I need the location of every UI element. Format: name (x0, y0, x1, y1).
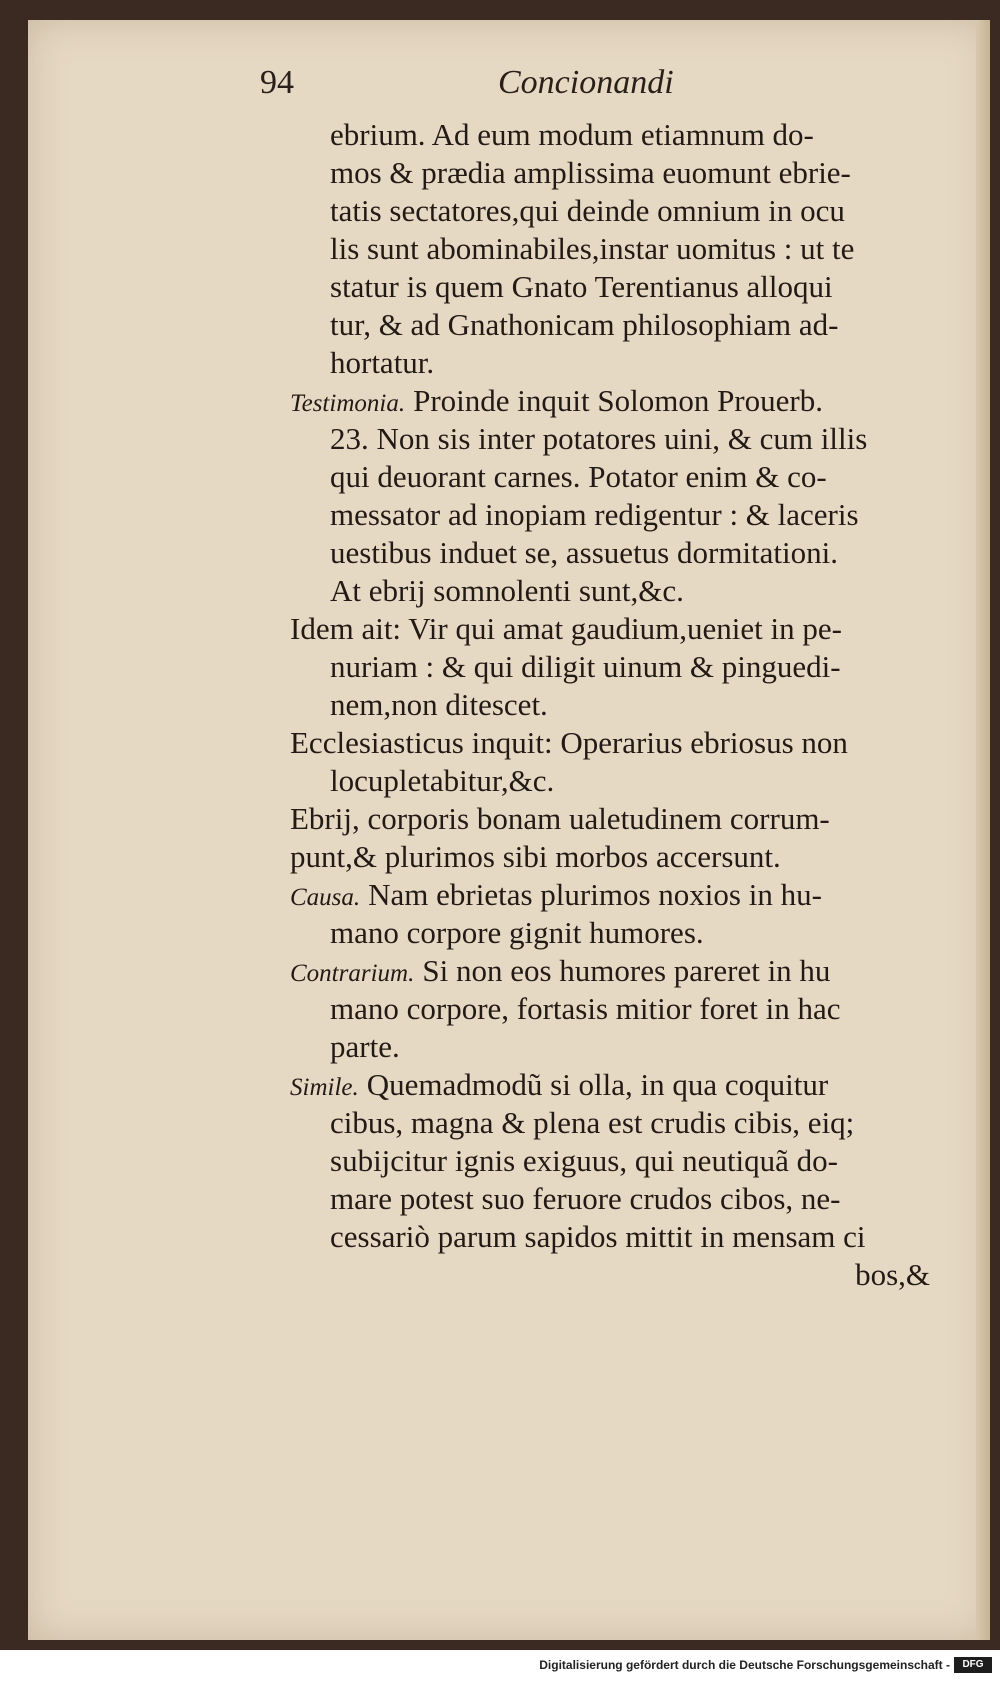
text-line: qui deuorant carnes. Potator enim & co- (330, 459, 827, 494)
line-text: Proinde inquit Solomon Prouerb. (413, 383, 823, 418)
text-line: locupletabitur,&c. (330, 763, 555, 798)
text-line: statur is quem Gnato Terentianus alloqui (330, 269, 833, 304)
text-line: cessariò parum sapidos mittit in mensam ci (330, 1219, 866, 1254)
text-line: uestibus induet se, assuetus dormitationi. (330, 535, 839, 570)
line-text: Si non eos humores pareret in hu (422, 953, 831, 988)
text-line: Ebrij, corporis bonam ualetudinem corrum- (290, 801, 830, 836)
text-line: 23. Non sis inter potatores uini, & cum illis (330, 421, 868, 456)
text-line: At ebrij somnolenti sunt,&c. (330, 573, 684, 608)
dfg-logo: DFG (954, 1657, 992, 1673)
catchword: bos,& (855, 1257, 930, 1292)
text-line: mano corpore, fortasis mitior foret in hac (330, 991, 841, 1026)
text-line: cibus, magna & plena est crudis cibis, eiq; (330, 1105, 855, 1140)
text-line: punt,& plurimos sibi morbos accersunt. (290, 839, 781, 874)
text-line: parte. (330, 1029, 400, 1064)
text-line: nuriam : & qui diligit uinum & pinguedi- (330, 649, 841, 684)
running-head: Concionandi (498, 64, 674, 101)
text-line: Idem ait: Vir qui amat gaudium,ueniet in pe- (290, 611, 842, 646)
footer-bar (0, 1650, 1000, 1681)
text-line (290, 952, 950, 990)
page-header (260, 64, 740, 124)
marginal-note: Testimonia. (290, 390, 406, 417)
text-line: ebrium. Ad eum modum etiamnum do- (330, 117, 814, 152)
text-line: tur, & ad Gnathonicam philosophiam ad- (330, 307, 839, 342)
text-line: subijcitur ignis exiguus, qui neutiquã do- (330, 1143, 839, 1178)
marginal-note: Causa. (290, 884, 361, 911)
text-line: lis sunt abominabiles,instar uomitus : ut te (330, 231, 855, 266)
text-line: tatis sectatores,qui deinde omnium in ocu (330, 193, 845, 228)
line-text: Quemadmodũ si olla, in qua coquitur (366, 1067, 829, 1102)
line-text: Nam ebrietas plurimos noxios in hu- (368, 877, 822, 912)
text-line (290, 382, 950, 420)
text-line: messator ad inopiam redigentur : & laceris (330, 497, 859, 532)
marginal-note: Contrarium. (290, 960, 415, 987)
text-line: hortatur. (330, 345, 435, 380)
text-line (290, 876, 950, 914)
text-line (290, 1066, 950, 1104)
footer-credit: Digitalisierung gefördert durch die Deutsche Forschungsgemeinschaft - (539, 1658, 950, 1672)
marginal-note: Simile. (290, 1074, 359, 1101)
text-line: mos & prædia amplissima euomunt ebrie- (330, 155, 851, 190)
text-line: Ecclesiasticus inquit: Operarius ebriosus non (290, 725, 848, 760)
page-number: 94 (260, 64, 294, 101)
text-line: mano corpore gignit humores. (330, 915, 704, 950)
text-line: mare potest suo feruore crudos cibos, ne- (330, 1181, 841, 1216)
text-line: nem,non ditescet. (330, 687, 548, 722)
